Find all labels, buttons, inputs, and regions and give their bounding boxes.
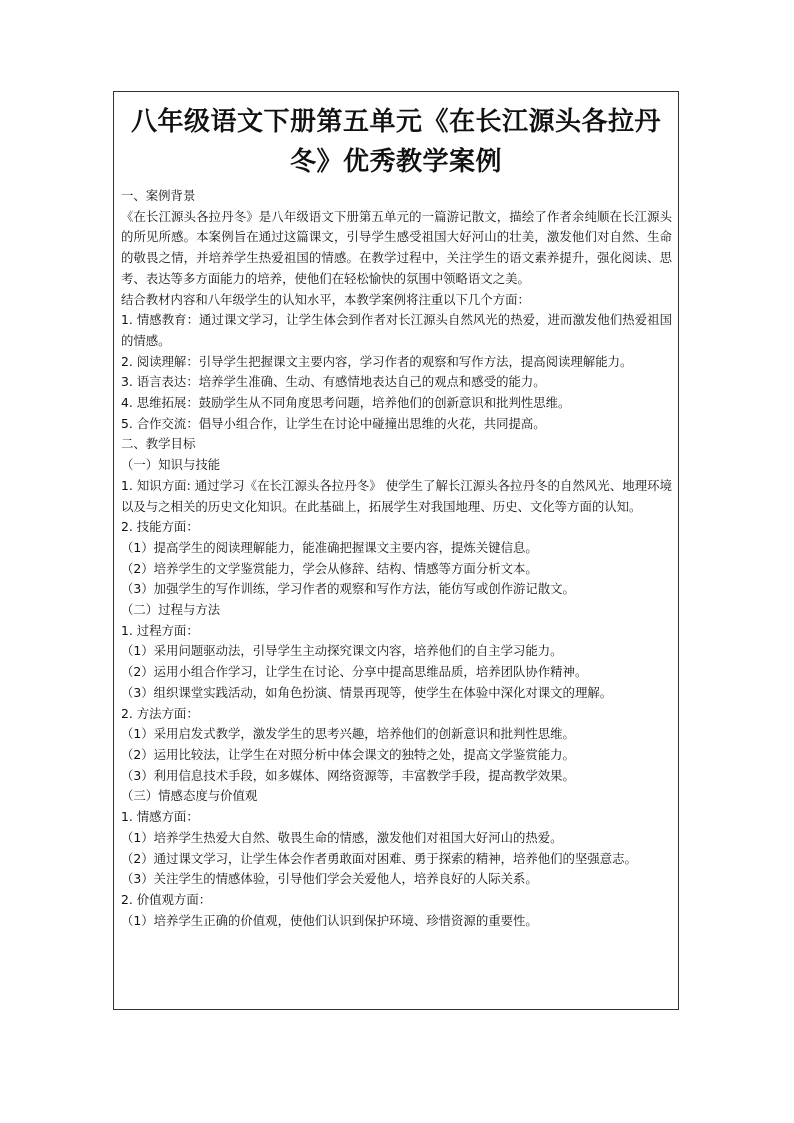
list-item: 2. 价值观方面： [121,891,212,907]
list-item: （3）加强学生的写作训练，学习作者的观察和写作方法，能仿写或创作游记散文。 [121,581,575,597]
document-title: 八年级语文下册第五单元《在长江源头各拉丹冬》优秀教学案例 [130,107,661,177]
list-item: （1）采用问题驱动法，引导学生主动探究课文内容，培养他们的自主学习能力。 [121,643,563,659]
document-body [114,186,678,931]
list-item: （3）组织课堂实践活动，如角色扮演、情景再现等，使学生在体验中深化对课文的理解。 [121,684,613,700]
list-item: （1）提高学生的阅读理解能力，能准确把握课文主要内容，提炼关键信息。 [121,539,538,555]
list-item: （3）关注学生的情感体验，引导他们学会关爱他人，培养良好的人际关系。 [121,871,538,887]
subsection-heading: （二）过程与方法 [121,602,221,618]
list-item: （2）通过课文学习，让学生体会作者勇敢面对困难、勇于探索的精神，培养他们的坚强意志。 [121,850,637,866]
list-item: 4. 思维拓展：鼓励学生从不同角度思考问题，培养他们的创新意识和批判性思维。 [121,395,571,411]
list-item: 1. 情感教育：通过课文学习，让学生体会到作者对长江源头自然风光的热爱，进而激发他们热爱祖国的情感。 [121,312,672,348]
section-heading: 一、案例背景 [121,188,196,203]
paragraph: 《在长江源头各拉丹冬》是八年级语文下册第五单元的一篇游记散文，描绘了作者余纯顺在长江源头的所见所感。本案例旨在通过这篇课文，引导学生感受祖国大好河山的壮美，激发他们对自然、生命的敬畏之情，并培养学生热爱祖国的情感。在教学过程中，关注学生的语文素养提升，强化阅读、思考、表达等多方面能力的培养，使他们在轻松愉快的氛围中领略语文之美。 [121,208,672,286]
list-item: 5. 合作交流：倡导小组合作，让学生在讨论中碰撞出思维的火花，共同提高。 [121,415,546,431]
list-item: （2）运用比较法，让学生在对照分析中体会课文的独特之处，提高文学鉴赏能力。 [121,746,575,762]
list-item: （2）培养学生的文学鉴赏能力，学会从修辞、结构、情感等方面分析文本。 [121,560,538,576]
section-heading: 二、教学目标 [121,436,196,452]
list-item: 1. 过程方面： [121,622,199,638]
subsection-heading: （三）情感态度与价值观 [121,788,258,804]
list-item: 2. 方法方面： [121,705,199,721]
list-item: 2. 阅读理解：引导学生把握课文主要内容，学习作者的观察和写作方法，提高阅读理解能力。 [121,353,633,369]
list-item: 1. 知识方面: 通过学习《在长江源头各拉丹冬》 使学生了解长江源头各拉丹冬的自然风光、地理环境以及与之相关的历史文化知识。在此基础上，拓展学生对我国地理、历史、文化等方面的认知。 [121,477,672,514]
paragraph: 结合教材内容和八年级学生的认知水平，本教学案例将注重以下几个方面： [121,291,530,307]
list-item: 2. 技能方面： [121,519,199,535]
list-item: 1. 情感方面： [121,809,199,825]
list-item: （1）培养学生正确的价值观，使他们认识到保护环境、珍惜资源的重要性。 [121,912,538,928]
list-item: （1）培养学生热爱大自然、敬畏生命的情感，激发他们对祖国大好河山的热爱。 [121,829,563,845]
subsection-heading: （一）知识与技能 [121,457,221,473]
document-frame [113,91,679,1010]
list-item: （2）运用小组合作学习，让学生在讨论、分享中提高思维品质，培养团队协作精神。 [121,664,588,680]
list-item: （1）采用启发式教学，激发学生的思考兴趣，培养他们的创新意识和批判性思维。 [121,726,575,742]
list-item: （3）利用信息技术手段，如多媒体、网络资源等，丰富教学手段，提高教学效果。 [121,767,575,783]
list-item: 3. 语言表达：培养学生准确、生动、有感情地表达自己的观点和感受的能力。 [121,374,546,390]
